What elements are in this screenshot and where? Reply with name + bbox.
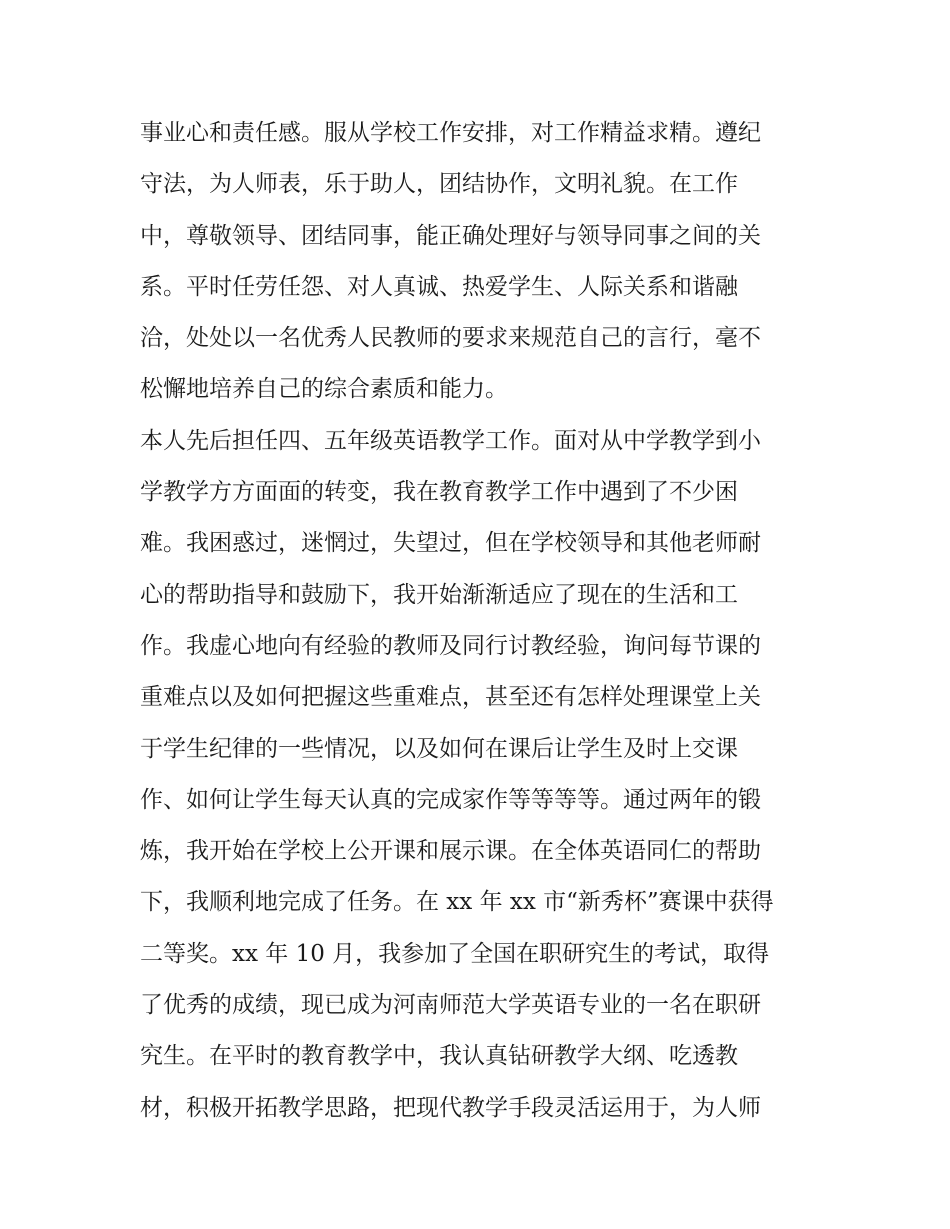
text-line: 于学生纪律的一些情况，以及如何在课后让学生及时上交课 — [140, 735, 738, 762]
text-line: 洽，处处以一名优秀人民教师的要求来规范自己的言行，毫不 — [140, 325, 761, 352]
text-line: 重难点以及如何把握这些重难点，甚至还有怎样处理课堂上关 — [140, 684, 761, 711]
text-line: 二等奖。xx 年 10 月，我参加了全国在职研究生的考试，取得 — [140, 940, 770, 967]
text-line: 守法，为人师表，乐于助人，团结协作，文明礼貌。在工作 — [140, 171, 738, 198]
text-line: 难。我困惑过，迷惘过，失望过，但在学校领导和其他老师耐 — [140, 530, 761, 557]
text-line: 炼，我开始在学校上公开课和展示课。在全体英语同仁的帮助 — [140, 838, 761, 865]
text-line: 作。我虚心地向有经验的教师及同行讨教经验，询问每节课的 — [140, 632, 761, 659]
text-line: 下，我顺利地完成了任务。在 xx 年 xx 市“新秀杯”赛课中获得 — [140, 889, 774, 916]
text-line: 松懈地培养自己的综合素质和能力。 — [140, 376, 508, 403]
text-line: 作、如何让学生每天认真的完成家作等等等等。通过两年的锻 — [140, 786, 761, 813]
text-line: 系。平时任劳任怨、对人真诚、热爱学生、人际关系和谐融 — [140, 273, 738, 300]
text-line: 究生。在平时的教育教学中，我认真钻研教学大纲、吃透教 — [140, 1043, 738, 1070]
text-line: 心的帮助指导和鼓励下，我开始渐渐适应了现在的生活和工 — [140, 581, 738, 608]
text-line: 了优秀的成绩，现已成为河南师范大学英语专业的一名在职研 — [140, 992, 761, 1019]
body-text — [140, 108, 820, 1134]
text-line: 学教学方方面面的转变，我在教育教学工作中遇到了不少困 — [140, 479, 738, 506]
text-line: 中，尊敬领导、团结同事，能正确处理好与领导同事之间的关 — [140, 222, 761, 249]
text-line: 本人先后担任四、五年级英语教学工作。面对从中学教学到小 — [140, 427, 761, 454]
text-line: 材，积极开拓教学思路，把现代教学手段灵活运用于，为人师 — [140, 1094, 761, 1121]
text-line: 事业心和责任感。服从学校工作安排，对工作精益求精。遵纪 — [140, 120, 761, 146]
